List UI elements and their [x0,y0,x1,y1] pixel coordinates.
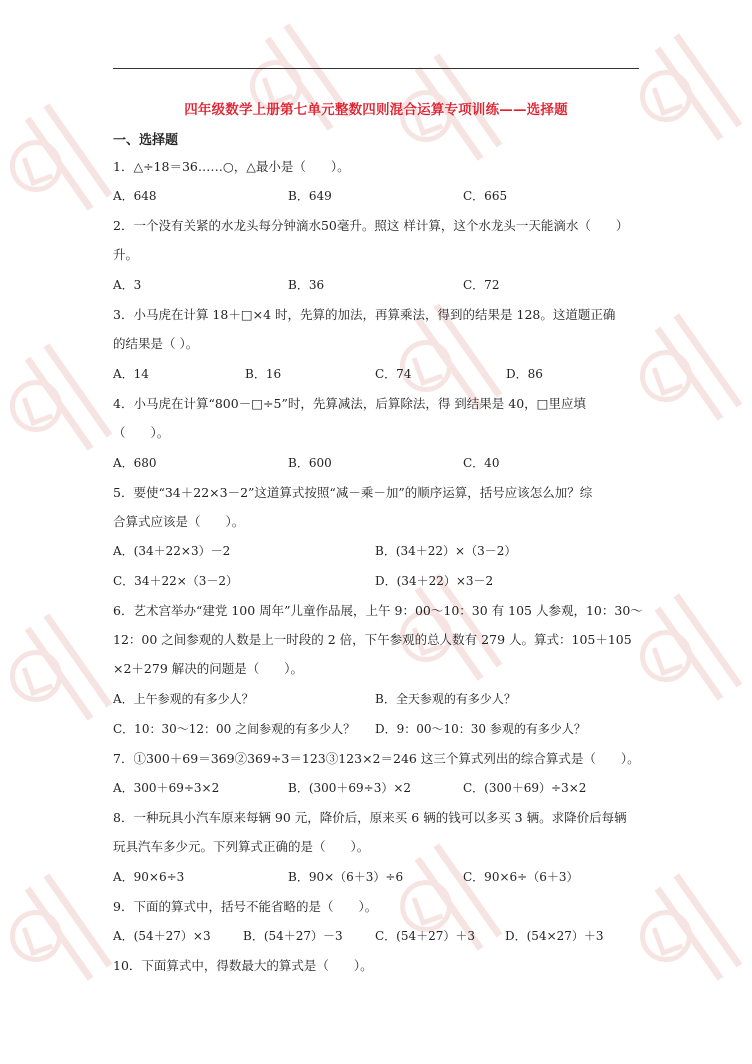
watermark-logo [640,300,730,440]
options-row [113,868,643,886]
option[interactable]: B．(54＋27）－3 [243,929,343,943]
option[interactable]: D．(34＋22）×3－2 [375,574,494,588]
option[interactable]: A．300＋69÷3×2 [113,781,220,795]
options-row [113,572,643,590]
option[interactable]: B．36 [288,278,325,292]
option[interactable]: B．(34＋22）×（3－2） [375,544,517,558]
question-text: 7．①300＋69＝369②369÷3＝123③123×2＝246 这三个算式列出的综合算式是（ ）。 [113,751,640,766]
option[interactable]: C．10：30～12：00 之间参观的有多少人？ [113,722,356,736]
option[interactable]: A．648 [113,189,157,203]
options-row [113,690,643,708]
option[interactable]: D．9：00～10：30 参观的有多少人？ [375,722,586,736]
options-row [113,720,643,738]
option[interactable]: C．34＋22×（3－2） [113,574,239,588]
option[interactable]: A．3 [113,278,142,292]
question-text: 3．小马虎在计算 18＋□×4 时，先算的加法，再算乘法，得到的结果是 128。这道题正确 [113,307,616,322]
options-row [113,187,643,205]
option[interactable]: A．上午参观的有多少人？ [113,692,254,706]
option[interactable]: A．(34＋22×3）－2 [113,544,231,558]
options-row [113,276,643,294]
question-text: 2．一个没有关紧的水龙头每分钟滴水50毫升。照这 样计算，这个水龙头一天能滴水（ ） [113,218,629,233]
option[interactable]: C．74 [375,367,412,381]
section-heading: 一、选择题 [113,133,179,148]
watermark-logo [10,860,100,1000]
option[interactable]: C．(300＋69）÷3×2 [463,781,587,795]
options-row [113,454,643,472]
option[interactable]: C．665 [463,189,508,203]
watermark-logo [10,330,100,470]
watermark-logo [250,10,340,150]
option[interactable]: A．90×6÷3 [113,870,185,884]
option[interactable]: B．16 [245,367,282,381]
option[interactable]: B．(300＋69÷3）×2 [288,781,412,795]
question-text: 8．一种玩具小汽车原来每辆 90 元，降价后，原来买 6 辆的钱可以多买 3 辆。求降价后每辆 [113,810,627,825]
header-rule [113,68,639,69]
question-text: 5．要使“34＋22×3－2”这道算式按照“减－乘－加”的顺序运算，括号应该怎么加？综 [113,485,593,500]
option[interactable]: A．(54＋27）×3 [113,929,211,943]
option[interactable]: D．(54×27）＋3 [505,929,604,943]
options-row [113,542,643,560]
options-row [113,927,643,945]
watermark-logo [640,20,730,160]
question-text: 玩具汽车多少元。下列算式正确的是（ ）。 [113,839,370,854]
watermark-logo [640,580,730,720]
question-text: （ ）。 [113,425,170,440]
watermark-logo [10,600,100,740]
option[interactable]: D．86 [506,367,543,381]
question-text: 升。 [113,247,139,262]
page-title: 四年级数学上册第七单元整数四则混合运算专项训练——选择题 [184,102,568,118]
option[interactable]: C．40 [463,456,500,470]
question-text: 10．下面算式中，得数最大的算式是（ ）。 [113,958,373,973]
question-text: 12：00 之间参观的人数是上一时段的 2 倍，下午参观的总人数有 279 人。算式：105＋105 [113,632,632,647]
options-row [113,779,643,797]
question-text: 6．艺术宫举办“建党 100 周年”儿童作品展，上午 9：00～10：30 有 105 人参观，10：30～ [113,603,643,618]
question-text: ×2＋279 解决的问题是（ ）。 [113,661,304,676]
option[interactable]: C．(54＋27）＋3 [375,929,476,943]
option[interactable]: C．72 [463,278,500,292]
question-text: 4．小马虎在计算“800－□÷5”时，先算减法，后算除法，得 到结果是 40，□里应填 [113,396,586,411]
option[interactable]: A．14 [113,367,149,381]
question-text: 1．△÷18＝36……○，△最小是（ ）。 [113,159,350,174]
option[interactable]: B．600 [288,456,332,470]
question-text: 9．下面的算式中，括号不能省略的是（ ）。 [113,899,378,914]
option[interactable]: B．全天参观的有多少人？ [375,692,516,706]
option[interactable]: B．90×（6＋3）÷6 [288,870,404,884]
option[interactable]: B．649 [288,189,332,203]
watermark-logo [640,860,730,1000]
question-text: 合算式应该是（ ）。 [113,514,245,529]
option[interactable]: A．680 [113,456,157,470]
option[interactable]: C．90×6÷（6＋3） [463,870,579,884]
options-row [113,365,643,383]
question-text: 的结果是（ ）。 [113,336,199,351]
